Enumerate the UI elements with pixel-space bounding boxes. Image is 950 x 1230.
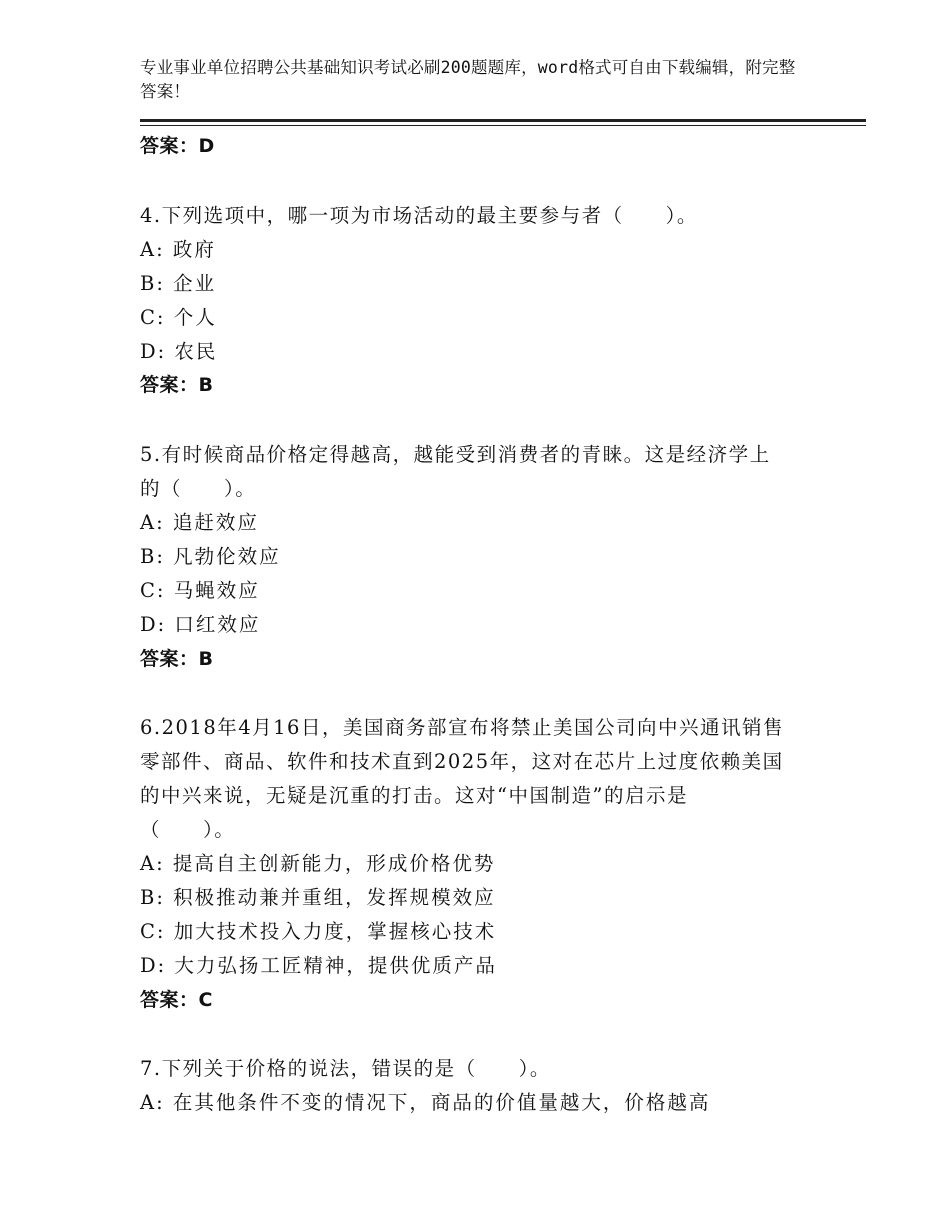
question-7-text: 7.下列关于价格的说法，错误的是（ ）。	[140, 1057, 551, 1080]
answer-q4: 答案：B	[140, 374, 214, 396]
question-4-text: 4.下列选项中，哪一项为市场活动的最主要参与者（ ）。	[140, 204, 698, 227]
question-4-option-b: B: 企业	[140, 272, 217, 295]
question-6-option-d: D: 大力弘扬工匠精神，提供优质产品	[140, 954, 497, 977]
header-divider-thin	[140, 125, 866, 126]
answer-q6: 答案：C	[140, 989, 213, 1011]
answer-q5: 答案：B	[140, 648, 214, 670]
question-5-option-a: A: 追赶效应	[140, 511, 259, 534]
question-7-option-a: A: 在其他条件不变的情况下，商品的价值量越大，价格越高	[140, 1091, 711, 1114]
question-6-text-line-2: 零部件、商品、软件和技术直到2025年，这对在芯片上过度依赖美国	[140, 750, 784, 773]
question-6-option-c: C: 加大技术投入力度，掌握核心技术	[140, 920, 497, 943]
question-6-text-line-1: 6.2018年4月16日，美国商务部宣布将禁止美国公司向中兴通讯销售	[140, 716, 784, 739]
header-divider-thick	[140, 119, 866, 122]
question-5-text-line-2: 的（ ）。	[140, 477, 257, 500]
question-4-option-d: D: 农民	[140, 340, 218, 363]
question-6-option-b: B: 积极推动兼并重组，发挥规模效应	[140, 886, 496, 909]
question-4-option-a: A: 政府	[140, 238, 216, 261]
question-5-option-c: C: 马蝇效应	[140, 579, 260, 602]
question-5-text-line-1: 5.有时候商品价格定得越高，越能受到消费者的青睐。这是经济学上	[140, 443, 771, 466]
question-5-option-b: B: 凡勃伦效应	[140, 545, 281, 568]
answer-q3: 答案：D	[140, 135, 215, 157]
question-6-text-line-4: （ ）。	[140, 818, 236, 841]
question-6-text-line-3: 的中兴来说，无疑是沉重的打击。这对“中国制造”的启示是	[140, 784, 688, 807]
question-6-option-a: A: 提高自主创新能力，形成价格优势	[140, 852, 496, 875]
document-header: 专业事业单位招聘公共基础知识考试必刷200题题库，word格式可自由下载编辑，附完整答案！	[140, 58, 796, 101]
question-4-option-c: C: 个人	[140, 306, 217, 329]
question-5-option-d: D: 口红效应	[140, 613, 261, 636]
